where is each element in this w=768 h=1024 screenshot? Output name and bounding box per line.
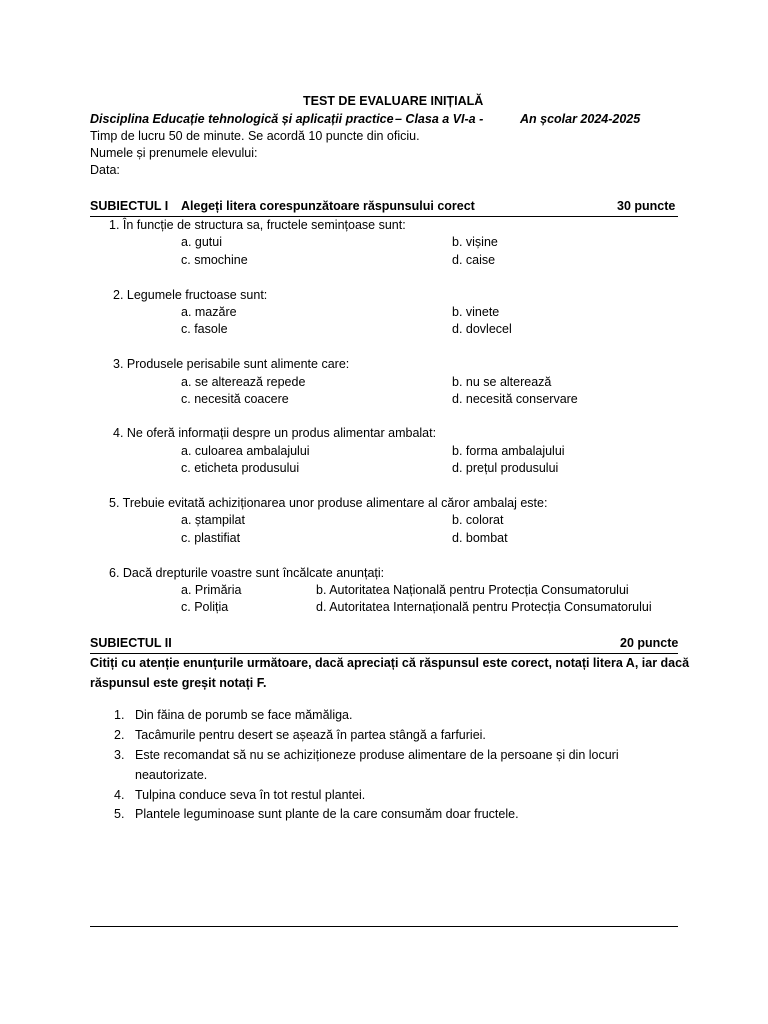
- option-a: a. ștampilat: [181, 513, 245, 527]
- question-text: 5. Trebuie evitată achiziționarea unor produse alimentare al căror ambalaj este:: [109, 496, 548, 510]
- option-a: a. Primăria: [181, 583, 242, 597]
- option-b: b. vișine: [452, 235, 498, 249]
- option-a: a. mazăre: [181, 305, 237, 319]
- school-year: An școlar 2024-2025: [520, 112, 641, 126]
- subject2-instruction-line2: răspunsul este greșit notați F.: [90, 676, 267, 690]
- option-b: b. forma ambalajului: [452, 444, 565, 458]
- subject2-points: 20 puncte: [620, 636, 679, 650]
- statement-number: 4.: [114, 788, 125, 802]
- subject1-label: SUBIECTUL I: [90, 199, 169, 213]
- option-d: d. necesită conservare: [452, 392, 578, 406]
- option-a: a. gutui: [181, 235, 223, 249]
- discipline-line: Disciplina Educație tehnologică și aplicații practice: [90, 112, 394, 126]
- option-d: d. prețul produsului: [452, 461, 559, 475]
- question-text: 6. Dacă drepturile voastre sunt încălcate anunțați:: [109, 566, 385, 580]
- option-b: b. nu se alterează: [452, 375, 552, 389]
- question-text: 4. Ne oferă informații despre un produs alimentar ambalat:: [113, 426, 437, 440]
- option-c: c. Poliția: [181, 600, 229, 614]
- option-c: c. necesită coacere: [181, 392, 289, 406]
- option-a: a. culoarea ambalajului: [181, 444, 310, 458]
- option-b: b. Autoritatea Națională pentru Protecția Consumatorului: [316, 583, 629, 597]
- statement-text: Din făina de porumb se face mămăliga.: [135, 708, 353, 722]
- subject2-instruction-line1: Citiți cu atenție enunțurile următoare, dacă apreciați că răspunsul este corect, notați litera A, iar dacă: [90, 656, 690, 670]
- option-d: d. bombat: [452, 531, 508, 545]
- date-field: Data:: [90, 163, 120, 177]
- option-c: c. smochine: [181, 253, 248, 267]
- subject2-label: SUBIECTUL II: [90, 636, 172, 650]
- statement-text: Este recomandat să nu se achiziționeze produse alimentare de la persoane și din locuri: [135, 748, 619, 762]
- statement-text: Tulpina conduce seva în tot restul plantei.: [135, 788, 366, 802]
- statement-text-continued: neautorizate.: [135, 768, 208, 782]
- option-d: d. Autoritatea Internațională pentru Protecția Consumatorului: [316, 600, 652, 614]
- option-d: d. caise: [452, 253, 496, 267]
- statement-text: Plantele leguminoase sunt plante de la care consumăm doar fructele.: [135, 807, 519, 821]
- statement-number: 2.: [114, 728, 125, 742]
- subject1-instruction: Alegeți litera corespunzătoare răspunsului corect: [181, 199, 475, 213]
- statement-number: 3.: [114, 748, 125, 762]
- option-d: d. dovlecel: [452, 322, 512, 336]
- statement-text: Tacâmurile pentru desert se așează în partea stângă a farfuriei.: [135, 728, 486, 742]
- question-text: 2. Legumele fructoase sunt:: [113, 288, 268, 302]
- subject2-divider: [90, 653, 678, 654]
- subject1-points: 30 puncte: [617, 199, 676, 213]
- option-b: b. colorat: [452, 513, 504, 527]
- class-label: – Clasa a VI-a -: [395, 112, 484, 126]
- question-text: 1. În funcție de structura sa, fructele semințoase sunt:: [109, 218, 406, 232]
- test-title: TEST DE EVALUARE INIȚIALĂ: [303, 94, 484, 108]
- student-name-field: Numele și prenumele elevului:: [90, 146, 258, 160]
- option-b: b. vinete: [452, 305, 500, 319]
- question-text: 3. Produsele perisabile sunt alimente care:: [113, 357, 350, 371]
- time-info: Timp de lucru 50 de minute. Se acordă 10 puncte din oficiu.: [90, 129, 420, 143]
- option-c: c. eticheta produsului: [181, 461, 300, 475]
- option-c: c. plastifiat: [181, 531, 241, 545]
- footer-divider: [90, 926, 678, 927]
- option-c: c. fasole: [181, 322, 228, 336]
- option-a: a. se alterează repede: [181, 375, 306, 389]
- statement-number: 1.: [114, 708, 125, 722]
- statement-number: 5.: [114, 807, 125, 821]
